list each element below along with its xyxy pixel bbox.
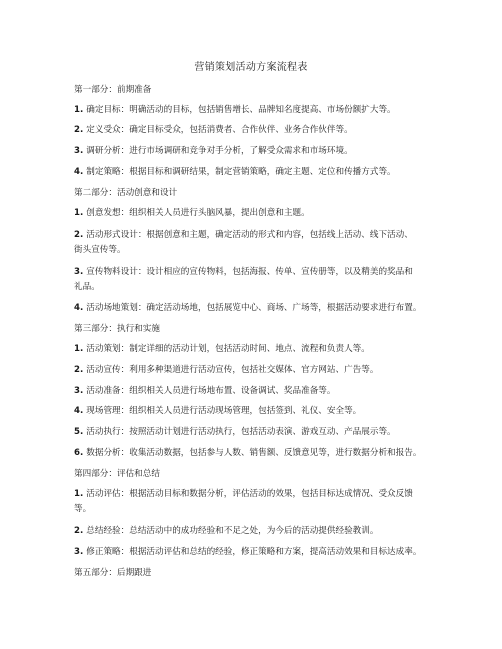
list-item [74, 343, 444, 356]
list-item [74, 488, 444, 501]
list-item [74, 124, 444, 137]
list-item-number: 2. [74, 365, 87, 375]
line-text: 第四部分：评估和总结 [74, 469, 160, 479]
section-heading [74, 468, 444, 481]
list-item [74, 405, 444, 418]
line-text: 宣传物料设计：设计相应的宣传物料，包括海报、传单、宣传册等，以及精美的奖品和 [86, 267, 413, 277]
list-item-number: 5. [74, 427, 87, 437]
line-text: 第五部分：后期跟进 [74, 568, 152, 578]
line-text: 街头宣传等。 [74, 245, 126, 255]
line-text: 定义受众：确定目标受众，包括消费者、合作伙伴、业务合作伙伴等。 [86, 125, 353, 135]
list-item [74, 104, 444, 117]
line-text: 调研分析：进行市场调研和竞争对手分析，了解受众需求和市场环境。 [86, 146, 353, 156]
line-text: 确定目标：明确活动的目标，包括销售增长、品牌知名度提高、市场份额扩大等。 [86, 105, 396, 115]
list-item-number: 2. [74, 230, 87, 240]
line-text: 创意发想：组织相关人员进行头脑风暴，提出创意和主题。 [86, 208, 310, 218]
line-text: 礼品。 [74, 282, 100, 292]
line-text: 数据分析：收集活动数据，包括参与人数、销售额、反馈意见等，进行数据分析和报告。 [86, 448, 422, 458]
list-item-number: 1. [74, 208, 87, 218]
list-item-number: 3. [74, 386, 87, 396]
list-item-number: 3. [74, 267, 87, 277]
list-item-number: 2. [74, 125, 87, 135]
line-text: 总结经验：总结活动中的成功经验和不足之处，为今后的活动提供经验教训。 [86, 526, 379, 536]
list-item-number: 1. [74, 344, 87, 354]
section-heading [74, 567, 444, 580]
line-text: 制定策略：根据目标和调研结果，制定营销策略，确定主题、定位和传播方式等。 [86, 167, 396, 177]
line-text: 现场管理：组织相关人员进行活动现场管理，包括签到、礼仪、安全等。 [86, 406, 362, 416]
list-item-number: 6. [74, 448, 87, 458]
section-heading [74, 84, 444, 97]
line-text: 活动宣传：利用多种渠道进行活动宣传，包括社交媒体、官方网站、广告等。 [86, 365, 379, 375]
list-item [74, 302, 444, 315]
line-text: 活动准备：组织相关人员进行场地布置、设备调试、奖品准备等。 [86, 386, 336, 396]
list-item [74, 385, 444, 398]
list-item [74, 207, 444, 220]
list-item-continuation [74, 244, 444, 257]
line-text: 第二部分：活动创意和设计 [74, 188, 178, 198]
list-item-continuation [74, 281, 444, 294]
list-item-number: 4. [74, 406, 87, 416]
section-heading [74, 323, 444, 336]
list-item-number: 3. [74, 547, 87, 557]
list-item [74, 546, 444, 559]
list-item-continuation [74, 503, 444, 516]
line-text: 活动形式设计：根据创意和主题，确定活动的形式和内容，包括线上活动、线下活动、 [86, 230, 413, 240]
list-item [74, 229, 444, 242]
list-item [74, 364, 444, 377]
line-text: 第一部分：前期准备 [74, 85, 152, 95]
line-text: 修正策略：根据活动评估和总结的经验，修正策略和方案，提高活动效果和目标达成率。 [86, 547, 422, 557]
line-text: 活动执行：按照活动计划进行活动执行，包括活动表演、游戏互动、产品展示等。 [86, 427, 396, 437]
line-text: 第三部分：执行和实施 [74, 324, 160, 334]
list-item [74, 166, 444, 179]
list-item [74, 447, 444, 460]
line-text: 等。 [74, 504, 92, 514]
list-item-number: 2. [74, 526, 87, 536]
list-item [74, 525, 444, 538]
line-text: 活动场地策划：确定活动场地，包括展览中心、商场、广场等，根据活动要求进行布置。 [86, 303, 422, 313]
list-item [74, 426, 444, 439]
section-heading [74, 187, 444, 200]
document-title: 营销策划活动方案流程表 [194, 62, 308, 73]
list-item [74, 266, 444, 279]
list-item-number: 3. [74, 146, 87, 156]
line-text: 活动策划：制定详细的活动计划，包括活动时间、地点、流程和负责人等。 [86, 344, 370, 354]
list-item-number: 4. [74, 303, 87, 313]
list-item-number: 1. [74, 105, 87, 115]
line-text: 活动评估：根据活动目标和数据分析，评估活动的效果，包括目标达成情况、受众反馈 [86, 489, 413, 499]
list-item-number: 1. [74, 489, 87, 499]
list-item-number: 4. [74, 167, 87, 177]
list-item [74, 145, 444, 158]
